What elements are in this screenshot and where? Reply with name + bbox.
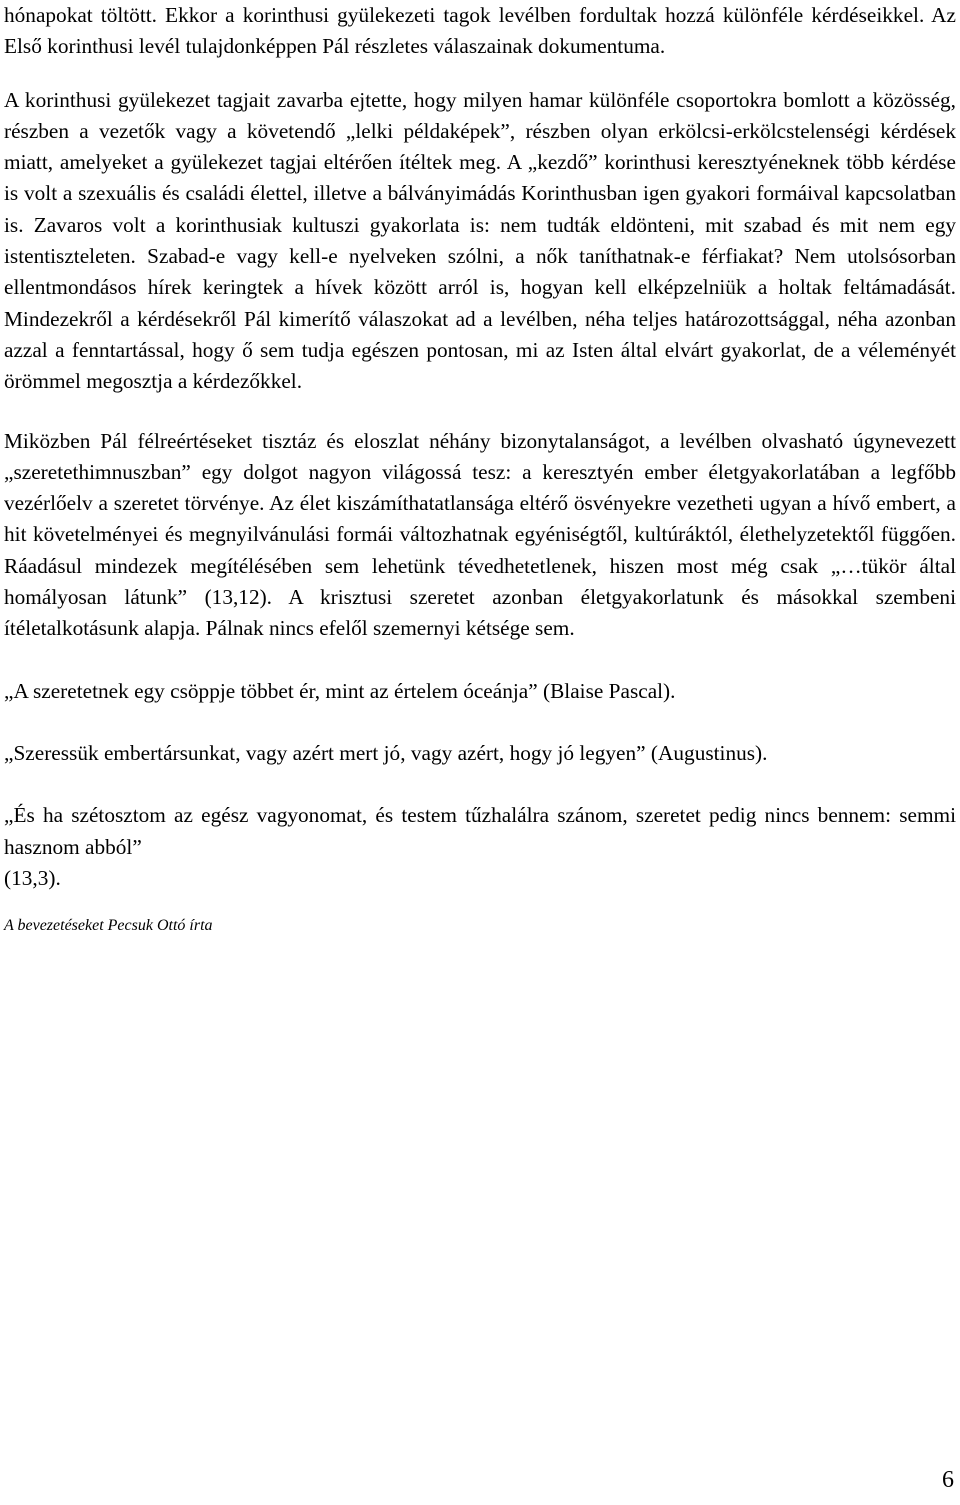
- paragraph-korinth-questions: A korinthusi gyülekezet tagjait zavarba ejtette, hogy milyen hamar különféle csoportokra bomlott a közösség, részben a vezetők vagy a követendő „lelki példaképek”, részben olyan erkölcsi-erkölcstelenségi kérdések miatt, amelyeket a gyülekezet tagjai eltérően ítéltek meg. A „kezdő” korinthusi keresztyéneknek több kérdése is volt a szexuális és családi élettel, illetve a bálványimádás Korinthusban igen gyakori formáival kapcsolatban is. Zavaros volt a korinthusiak kultuszi gyakorlata is: nem tudták eldönteni, mit szabad és mit nem egy istentiszteleten. Szabad-e vagy kell-e nyelveken szólni, a nők taníthatnak-e férfiakat? Nem utolsósorban ellentmondásos hírek keringtek a hívek között arról is, hogyan kell elképzelniük a holtak feltámadását. Mindezekről a kérdésekről Pál kimerítő válaszokat ad a levélben, néha teljes határozottsággal, néha azonban azzal a fenntartással, hogy ő sem tudja egészen pontosan, mi az Isten által elvárt gyakorlat, de a véleményét örömmel megosztja a kérdezőkkel.: [4, 87, 956, 394]
- quote-corinthians-reference: (13,3).: [4, 865, 61, 890]
- paragraph-spacer: [4, 707, 956, 738]
- paragraph-spacer: [4, 645, 956, 676]
- paragraph-intro-end: hónapokat töltött. Ekkor a korinthusi gyülekezeti tagok levélben fordultak hozzá különféle kérdéseikkel. Az Első korinthusi levél tulajdonképpen Pál részletes válaszainak dokumentuma.: [4, 3, 956, 59]
- paragraph-spacer: [4, 769, 956, 800]
- document-page: [4, 0, 956, 936]
- quote-augustinus: „Szeressük embertársunkat, vagy azért mert jó, vagy azért, hogy jó legyen” (Augustinus).: [4, 740, 768, 765]
- paragraph-spacer: [4, 63, 956, 85]
- author-credit: A bevezetéseket Pecsuk Ottó írta: [4, 917, 213, 935]
- quote-pascal: „A szeretetnek egy csöppje többet ér, mint az értelem óceánja” (Blaise Pascal).: [4, 678, 676, 703]
- quote-corinthians: „És ha szétosztom az egész vagyonomat, és testem tűzhalálra szánom, szeretet pedig nincs bennem: semmi hasznom abból”: [4, 803, 956, 859]
- paragraph-spacer: [4, 398, 956, 426]
- page-number: 6: [942, 1467, 954, 1493]
- paragraph-love-hymn: Miközben Pál félreértéseket tisztáz és eloszlat néhány bizonytalanságot, a levélben olvasható úgynevezett „szeretethimnuszban” egy dolgot nagyon világossá tesz: a keresztyén ember életgyakorlatában a legfőbb vezérlőelv a szeretet törvénye. Az élet kiszámíthatatlansága eltérő ösvényekre vezetheti ugyan a hívő embert, a hit követelményei és megnyilvánulási formái változhatnak egyéniségtől, kultúráktól, élethelyzetektől függően. Ráadásul mindezek megítélésében sem lehetünk tévedhetetlenek, hiszen most még csak „…tükör által homályosan látunk” (13,12). A krisztusi szeretet azonban életgyakorlatunk és másokkal szembeni ítéletalkotásunk alapja. Pálnak nincs efelől szemernyi kétsége sem.: [4, 428, 956, 641]
- paragraph-spacer: [4, 894, 956, 916]
